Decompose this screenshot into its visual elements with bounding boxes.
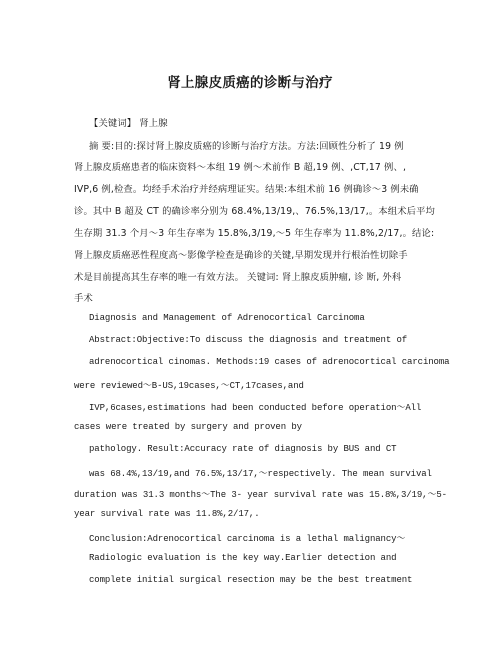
cn-abstract-line-7: 术是目前提高其生存率的唯一有效方法。 关键词: 肾上腺皮质肿瘤, 诊 断, 外科 (74, 272, 402, 283)
document-title: 肾上腺皮质癌的诊断与治疗 (167, 75, 333, 91)
en-abstract-line-6: pathology. Result:Accuracy rate of diagnosis by BUS and CT (89, 444, 397, 454)
en-abstract-line-11: Radiologic evaluation is the key way.Earlier detection and (89, 553, 397, 563)
cn-abstract-line-6: 肾上腺皮质癌恶性程度高～影像学检查是确诊的关键,早期发现并行根治性切除手 (74, 250, 408, 261)
keywords-line: 【关键词】 肾上腺 (89, 118, 168, 129)
cn-abstract-line-8: 手术 (74, 293, 93, 304)
cn-abstract-line-2: 肾上腺皮质癌患者的临床资料～本组 19 例～术前作 B 超,19 例、,CT,17 例、, (74, 162, 407, 173)
en-abstract-line-4: IVP,6cases,estimations had been conducted before operation～All (89, 403, 422, 413)
en-abstract-line-7: was 68.4%,13/19,and 76.5%,13/17,～respectively. The mean survival (89, 469, 432, 479)
en-title: Diagnosis and Management of Adrenocortical Carcinoma (89, 313, 365, 323)
en-abstract-line-2: adrenocortical cinomas. Methods:19 cases of adrenocortical carcinoma (89, 357, 450, 367)
cn-abstract-line-3: IVP,6 例,检查。均经手术治疗并经病理证实。结果:本组术前 16 例确诊～3 例未确 (74, 184, 419, 195)
cn-abstract-line-1: 摘 要:目的:探讨肾上腺皮质癌的诊断与治疗方法。方法:回顾性分析了 19 例 (89, 141, 404, 152)
en-abstract-line-8: duration was 31.3 months～The 3- year survival rate was 15.8%,3/19,～5- (74, 490, 447, 500)
en-abstract-line-12: complete initial surgical resection may be the best treatment (89, 575, 413, 585)
en-abstract-line-9: year survival rate was 11.8%,2/17,. (74, 509, 260, 519)
en-abstract-line-3: were reviewed～B-US,19cases,～CT,17cases,and (74, 381, 304, 391)
en-abstract-line-1: Abstract:Objective:To discuss the diagnosis and treatment of (89, 335, 408, 345)
cn-abstract-line-4: 诊。其中 B 超及 CT 的确诊率分别为 68.4%,13/19,、76.5%,13/17,。本组术后平均 (74, 206, 435, 217)
cn-abstract-line-5: 生存期 31.3 个月～3 年生存率为 15.8%,3/19,～5 年生存率为 11.8%,2/17,。结论: (74, 228, 435, 239)
en-abstract-line-10: Conclusion:Adrenocortical carcinoma is a lethal malignancy～ (89, 534, 406, 544)
en-abstract-line-5: cases were treated by surgery and proven by (74, 422, 302, 432)
